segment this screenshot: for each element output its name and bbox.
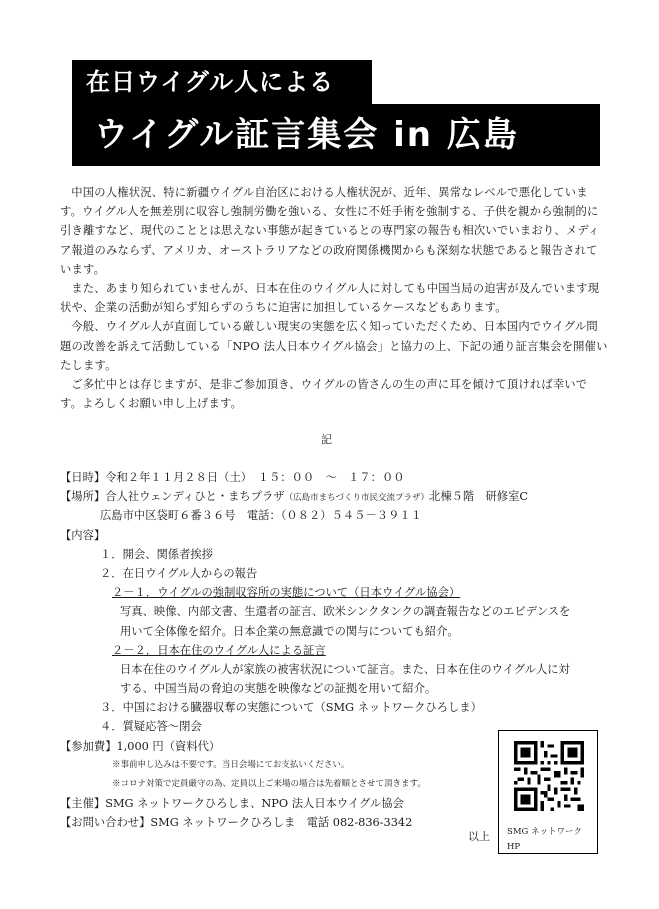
subsection-body: 用いて全体像を紹介。日本企業の無意識での関与についても紹介。 <box>120 624 459 638</box>
content-item: ２．在日ウイグル人からの報告 <box>100 566 258 580</box>
intro-paragraph: また、あまり知られていませんが、日本在住のウイグル人に対しても中国当局の迫害が及んでいます現状や、企業の活動が知らず知らずのうちに迫害に加担しているケースなどもあります。 <box>60 282 600 315</box>
subsection-body: する、中国当局の脅迫の実態を映像などの証拠を用いて紹介。 <box>120 682 437 696</box>
title-subheading: 在日ウイグル人による <box>72 60 372 104</box>
subsection-title: ２－２．日本在住のウイグル人による証言 <box>112 643 326 657</box>
intro-paragraph: 中国の人権状況、特に新疆ウイグル自治区における人権状況が、近年、異常なレベルで悪化しています。ウイグル人を無差別に収容し強制労働を強いる、女性に不妊手術を強制する、子供を親から強制的に引き離すなど、現代のこととは思えない事態が起きているとの専門家の報告も相次いでいまおり、メディア報道のみならず、アメリカ、オーストラリアなどの政府関係機関からも深刻な状態であると報告されています。 <box>60 186 600 276</box>
contact-value: SMG ネットワークひろしま 電話 082-836-3342 <box>150 816 413 830</box>
contact-label: 【お問い合わせ】 <box>60 816 151 830</box>
place-label: 【場所】 <box>60 490 106 504</box>
ki-heading: 記 <box>321 433 332 446</box>
subsection-title: ２－１．ウイグルの強制収容所の実態について（日本ウイグル協会） <box>112 586 461 600</box>
qr-code-icon[interactable] <box>514 741 584 811</box>
qr-box[interactable] <box>498 730 598 854</box>
subsection-body: 日本在住のウイグル人が家族の被害状況について証言。また、日本在住のウイグル人に対 <box>120 662 570 676</box>
content-label: 【内容】 <box>60 528 106 542</box>
fee-note: ※事前申し込みは不要です。当日会場にてお支払いください。 <box>112 759 350 770</box>
fee-value: 1,000 円（資料代） <box>116 739 221 753</box>
place-note: （広島市まちづくり市民交流プラザ） <box>284 493 430 504</box>
place-name: 合人社ウェンディひと・まちプラザ <box>105 490 285 504</box>
place-address: 広島市中区袋町６番３６号 電話：（０８２）５４５－３９１１ <box>100 509 422 523</box>
intro-paragraph: ご多忙中とは存じますが、是非ご参加頂き、ウイグルの皆さんの生の声に耳を傾けて頂ければ幸いです。よろしくお願い申し上げます。 <box>60 378 588 411</box>
fee-note: ※コロナ対策で定員厳守の為、定員以上ご来場の場合は先着順とさせて頂きます。 <box>112 779 426 789</box>
closing-mark: 以上 <box>468 830 490 843</box>
place-row <box>60 487 620 506</box>
organizer-value: SMG ネットワークひろしま、NPO 法人日本ウイグル協会 <box>105 797 404 811</box>
date-label: 【日時】 <box>60 471 106 484</box>
place-room: 北棟５階 研修室C <box>429 490 529 504</box>
date-value: 令和２年１１月２８日（土） １５：００ ～ １７：００ <box>105 471 405 484</box>
organizer-label: 【主催】 <box>60 797 106 811</box>
page-title: ウイグル証言集会 in 広島 <box>72 104 600 166</box>
content-item: ４．質疑応答～閉会 <box>100 720 202 734</box>
fee-label: 【参加費】 <box>60 739 117 753</box>
content-item: ３．中国における臓器収奪の実態について（SMG ネットワークひろしま） <box>100 701 482 715</box>
qr-label: SMG ネットワーク HP <box>507 827 583 852</box>
content-item: １．開会、関係者挨拶 <box>100 547 213 561</box>
intro-text <box>60 183 608 413</box>
intro-paragraph: 今般、ウイグル人が直面している厳しい現実の実態を広く知っていただくため、日本国内でウイグル問題の改善を訴えて活動している「NPO 法人日本ウイグル協会」と協力の上、下記の通り証言集会を開催いたします。 <box>60 320 608 372</box>
subsection-body: 写真、映像、内部文書、生還者の証言、欧米シンクタンクの調査報告などのエビデンスを <box>120 605 571 619</box>
date-row <box>60 468 620 487</box>
